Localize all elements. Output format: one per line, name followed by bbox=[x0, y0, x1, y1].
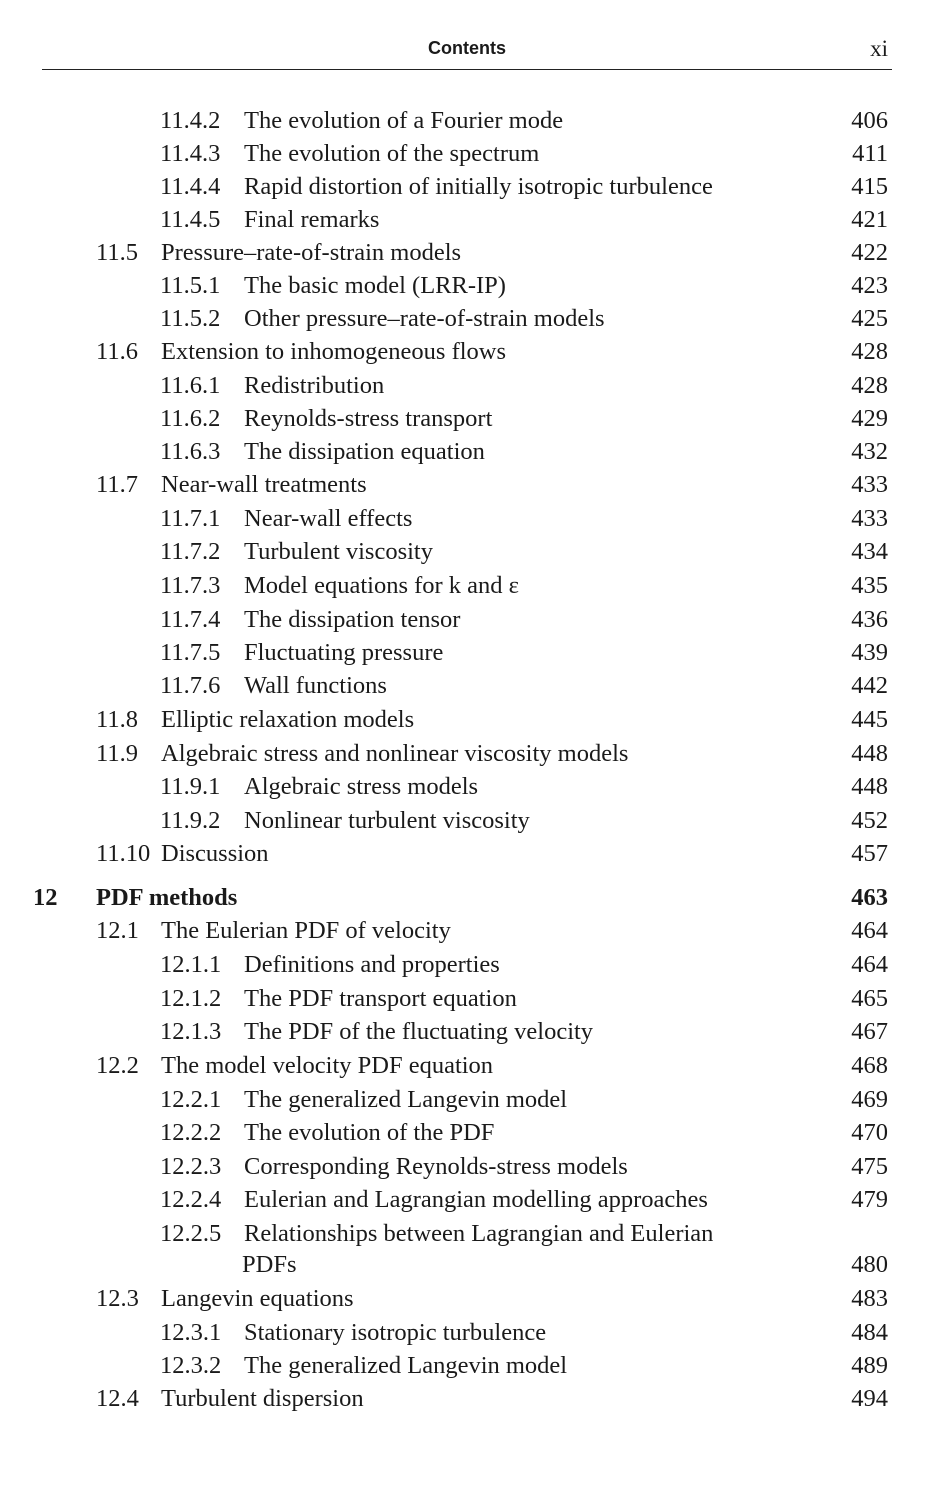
toc-entry-number: 11.9.2 bbox=[160, 807, 221, 834]
toc-entry-number: 12.3.1 bbox=[160, 1319, 222, 1346]
toc-entry-number: 12.1 bbox=[96, 917, 139, 944]
toc-entry-number: 11.8 bbox=[96, 706, 138, 733]
toc-entry-title: Relationships between Lagrangian and Eulerian bbox=[244, 1220, 714, 1247]
toc-entry-title: Corresponding Reynolds-stress models bbox=[244, 1153, 628, 1180]
toc-entry-number: 12.2.1 bbox=[160, 1086, 222, 1113]
toc-entry-title: Eulerian and Lagrangian modelling approaches bbox=[244, 1186, 708, 1213]
toc-entry-number: 12.3 bbox=[96, 1285, 139, 1312]
toc-entry-title: The model velocity PDF equation bbox=[161, 1052, 494, 1079]
toc-entry-number: 11.7.5 bbox=[160, 639, 221, 666]
toc-entry-title: Near-wall treatments bbox=[161, 471, 367, 498]
toc-entry-title: Near-wall effects bbox=[244, 505, 413, 532]
toc-entry-number: 11.7.4 bbox=[160, 606, 221, 633]
toc-entry-title: The basic model (LRR-IP) bbox=[244, 272, 506, 299]
toc-entry-number: 11.9.1 bbox=[160, 773, 221, 800]
toc-entry-number: 11.7.3 bbox=[160, 572, 221, 599]
toc-entry-title: The PDF transport equation bbox=[244, 985, 517, 1012]
toc-entry-number: 11.6.2 bbox=[160, 405, 221, 432]
toc-entry-number: 11.5.1 bbox=[160, 272, 221, 299]
toc-entry-number: 12.1.1 bbox=[160, 951, 222, 978]
toc-entry-title: Final remarks bbox=[244, 206, 380, 233]
toc-entry-page: 448 bbox=[851, 773, 888, 800]
toc-entry-number: 12.4 bbox=[96, 1385, 139, 1412]
toc-entry-page: 457 bbox=[851, 840, 888, 867]
toc-entry-page: 423 bbox=[851, 272, 888, 299]
toc-entry-page: 422 bbox=[851, 239, 888, 266]
toc-entry-page: 494 bbox=[851, 1385, 888, 1412]
toc-entry-title: The Eulerian PDF of velocity bbox=[161, 917, 451, 944]
running-header-title: Contents bbox=[428, 38, 506, 58]
toc-entry-title: PDFs bbox=[242, 1251, 297, 1278]
toc-entry-number: 11.4.5 bbox=[160, 206, 221, 233]
toc-entry-page: 406 bbox=[851, 107, 888, 134]
toc-entry-page: 433 bbox=[851, 471, 888, 498]
toc-entry-page: 470 bbox=[851, 1119, 888, 1146]
toc-entry-number: 11.4.3 bbox=[160, 140, 221, 167]
toc-entry-number: 11.5 bbox=[96, 239, 138, 266]
toc-entry-page: 425 bbox=[851, 305, 888, 332]
toc-entry-title: Algebraic stress models bbox=[244, 773, 479, 800]
toc-entry-title: The generalized Langevin model bbox=[244, 1086, 568, 1113]
toc-entry-number: 11.6 bbox=[96, 338, 138, 365]
toc-entry-page: 480 bbox=[851, 1251, 888, 1278]
toc-entry-page: 411 bbox=[852, 140, 888, 167]
toc-entry-number: 11.4.4 bbox=[160, 173, 221, 200]
toc-entry-title: Other pressure–rate-of-strain models bbox=[244, 305, 605, 332]
toc-entry-page: 465 bbox=[851, 985, 888, 1012]
toc-entry-title: The evolution of the spectrum bbox=[244, 140, 540, 167]
toc-entry-number: 11.4.2 bbox=[160, 107, 221, 134]
toc-entry-page: 442 bbox=[851, 672, 888, 699]
toc-entry-title: Turbulent viscosity bbox=[244, 538, 433, 565]
toc-entry-title: Algebraic stress and nonlinear viscosity models bbox=[161, 740, 629, 767]
toc-entry-page: 479 bbox=[851, 1186, 888, 1213]
toc-entry-page: 448 bbox=[851, 740, 888, 767]
toc-entry-page: 464 bbox=[851, 951, 888, 978]
toc-entry-title: Discussion bbox=[161, 840, 269, 867]
toc-entry-number: 12.2.3 bbox=[160, 1153, 222, 1180]
toc-entry-title: Langevin equations bbox=[161, 1285, 354, 1312]
toc-entry-title: Nonlinear turbulent viscosity bbox=[244, 807, 530, 834]
toc-entry-title: Reynolds-stress transport bbox=[244, 405, 493, 432]
toc-entry-number: 12.2.5 bbox=[160, 1220, 222, 1247]
toc-entry-title: Redistribution bbox=[244, 372, 385, 399]
toc-entry-page: 429 bbox=[851, 405, 888, 432]
toc-entry-page: 428 bbox=[851, 338, 888, 365]
toc-entry-number: 12 bbox=[33, 884, 58, 911]
header-rule bbox=[42, 69, 892, 70]
toc-entry-number: 11.7.6 bbox=[160, 672, 221, 699]
toc-entry-page: 436 bbox=[851, 606, 888, 633]
toc-entry-page: 452 bbox=[851, 807, 888, 834]
toc-entry-title: The evolution of the PDF bbox=[244, 1119, 495, 1146]
toc-entry-page: 463 bbox=[851, 884, 888, 911]
toc-entry-number: 12.2.2 bbox=[160, 1119, 222, 1146]
toc-entry-number: 12.3.2 bbox=[160, 1352, 222, 1379]
toc-entry-title: PDF methods bbox=[96, 884, 238, 911]
toc-entry-title: The evolution of a Fourier mode bbox=[244, 107, 564, 134]
toc-entry-page: 428 bbox=[851, 372, 888, 399]
toc-entry-page: 421 bbox=[851, 206, 888, 233]
toc-entry-title: The dissipation equation bbox=[244, 438, 485, 465]
toc-entry-page: 445 bbox=[851, 706, 888, 733]
toc-entry-page: 489 bbox=[851, 1352, 888, 1379]
toc-entry-title: Rapid distortion of initially isotropic turbulence bbox=[244, 173, 713, 200]
page-number: xi bbox=[870, 36, 888, 61]
toc-entry-title: Wall functions bbox=[244, 672, 387, 699]
toc-entry-page: 434 bbox=[851, 538, 888, 565]
toc-entry-title: Fluctuating pressure bbox=[244, 639, 444, 666]
toc-entry-page: 435 bbox=[851, 572, 888, 599]
toc-entry-title: Stationary isotropic turbulence bbox=[244, 1319, 547, 1346]
running-header bbox=[42, 36, 892, 70]
toc-entry-title: Elliptic relaxation models bbox=[161, 706, 415, 733]
toc-entry-number: 11.7.2 bbox=[160, 538, 221, 565]
toc-entry-number: 12.2.4 bbox=[160, 1186, 222, 1213]
toc-entry-page: 439 bbox=[851, 639, 888, 666]
toc-entry-title: The dissipation tensor bbox=[244, 606, 461, 633]
toc-entry-number: 11.6.3 bbox=[160, 438, 221, 465]
toc-entry-page: 467 bbox=[851, 1018, 888, 1045]
toc-entry-number: 11.6.1 bbox=[160, 372, 221, 399]
toc-entry-page: 475 bbox=[851, 1153, 888, 1180]
toc-entry-number: 11.5.2 bbox=[160, 305, 221, 332]
toc-entry-number: 11.9 bbox=[96, 740, 138, 767]
toc-entry-title: Model equations for k and ε bbox=[244, 572, 519, 599]
toc-entry-page: 468 bbox=[851, 1052, 888, 1079]
toc-entry-title: The generalized Langevin model bbox=[244, 1352, 568, 1379]
toc-entry-title: Turbulent dispersion bbox=[161, 1385, 364, 1412]
toc-entry-title: Pressure–rate-of-strain models bbox=[161, 239, 462, 266]
toc-entry-page: 464 bbox=[851, 917, 888, 944]
toc-entry-page: 433 bbox=[851, 505, 888, 532]
toc-entry-number: 12.1.2 bbox=[160, 985, 222, 1012]
toc-entry-page: 484 bbox=[851, 1319, 888, 1346]
toc-entry-title: Extension to inhomogeneous flows bbox=[161, 338, 507, 365]
toc-entry-page: 483 bbox=[851, 1285, 888, 1312]
toc-entry-title: The PDF of the fluctuating velocity bbox=[244, 1018, 594, 1045]
toc-entry-number: 11.10 bbox=[96, 840, 151, 867]
toc-entry-page: 415 bbox=[851, 173, 888, 200]
toc-entry-number: 12.2 bbox=[96, 1052, 139, 1079]
toc-entry-number: 11.7.1 bbox=[160, 505, 221, 532]
toc-entry-number: 11.7 bbox=[96, 471, 138, 498]
toc-entry-page: 432 bbox=[851, 438, 888, 465]
toc-entry-page: 469 bbox=[851, 1086, 888, 1113]
toc-entry-number: 12.1.3 bbox=[160, 1018, 222, 1045]
toc-entry-title: Definitions and properties bbox=[244, 951, 500, 978]
